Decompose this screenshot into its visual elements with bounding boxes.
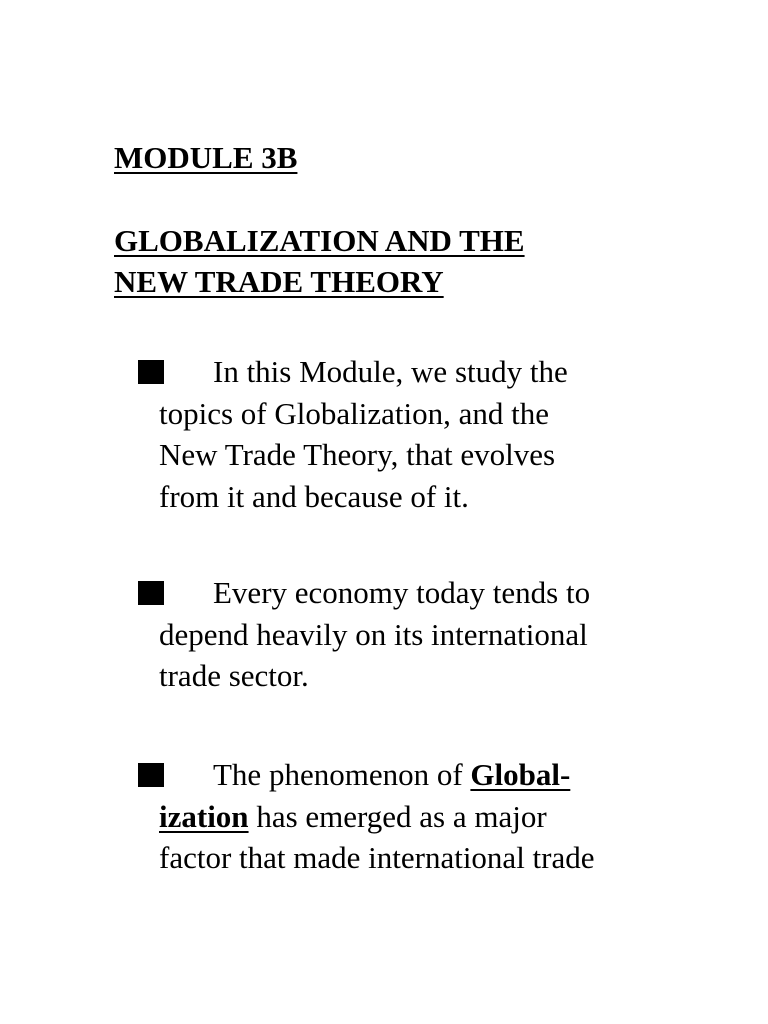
- bullet-text-line: has emerged as a major: [248, 798, 547, 834]
- bullet-square-icon: [138, 763, 164, 787]
- bullet-text-line: The phenomenon of: [213, 757, 471, 792]
- emphasized-term: ization: [159, 798, 249, 834]
- main-title-line-2: NEW TRADE THEORY: [114, 264, 444, 299]
- bullet-text-line: topics of Globalization, and the: [159, 395, 549, 431]
- main-title-line-1: GLOBALIZATION AND THE: [114, 223, 525, 258]
- bullet-text-line: factor that made international trade: [159, 840, 595, 875]
- emphasized-term: Global-: [470, 757, 571, 792]
- bullet-item-2: [138, 572, 738, 697]
- module-title: MODULE 3B: [114, 140, 298, 175]
- bullet-item-1: [138, 351, 738, 517]
- bullet-square-icon: [138, 360, 164, 384]
- bullet-text-line: trade sector.: [159, 658, 309, 693]
- bullet-text-line: In this Module, we study the: [213, 354, 568, 389]
- bullet-text-line: depend heavily on its international: [159, 616, 588, 652]
- bullet-square-icon: [138, 581, 164, 605]
- bullet-text-line: from it and because of it.: [159, 478, 469, 514]
- bullet-text-line: Every economy today tends to: [213, 575, 591, 610]
- bullet-text-line: New Trade Theory, that evolves: [159, 437, 556, 472]
- bullet-item-3: [138, 754, 738, 879]
